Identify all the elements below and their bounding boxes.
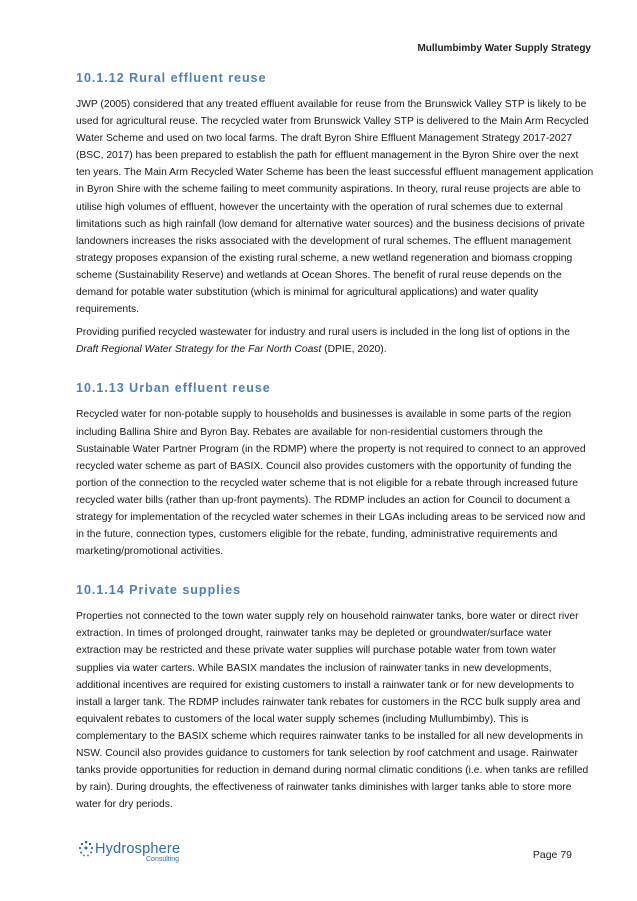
running-header: Mullumbimby Water Supply Strategy [417,43,591,54]
page-number: Page 79 [532,849,572,861]
logo-wordmark: Hydrosphere [95,841,181,857]
section-heading: 10.1.13 Urban effluent reuse [76,381,271,396]
section-private-supplies [76,578,594,813]
hydrosphere-logo [78,839,198,869]
body-paragraph: Providing purified recycled wastewater for industry and rural users is included in the long list of options in the Draft Regional Water Strategy for the Far North Coast (DPIE, 2020). [76,327,570,356]
section-heading: 10.1.12 Rural effluent reuse [76,71,267,85]
logo-subtext: Consulting [146,856,180,863]
body-paragraph: Properties not connected to the town water supply rely on household rainwater tanks, bore water or direct river extraction. In times of prolonged drought, rainwater tanks may be depleted or groundwater/surface water extraction may be restricted and these private water supplies will purchase potable water from town water supplies via water carters. While BASIX mandates the inclusion of rainwater tanks in new developments, additional incentives are required for existing customers to install a rainwater tank or for new developments to install a larger tank. The RDMP includes rainwater tank rebates for customers in the RCC bulk supply area and equivalent rebates to customers of the local water supply schemes (including Mullumbimby). This is complementary to the BASIX scheme which requires rainwater tanks to be installed for all new developments in NSW. Council also provides guidance to customers for tank selection by roof catchment and usage. Rainwater tanks provide opportunities for reduction in demand during normal climatic conditions (i.e. when tanks are refilled by rain). During droughts, the effectiveness of rainwater tanks diminishes with larger tanks able to store more water for dry periods. [76,611,589,811]
page-footer [78,839,572,869]
document-body [76,66,594,831]
body-paragraph: Recycled water for non-potable supply to households and businesses is available in some parts of the region including Ballina Shire and Byron Bay. Rebates are available for non-residential customers through the Sustainable Water Partner Program (in the RDMP) where the property is not required to connect to an approved recycled water scheme as part of BASIX. Council also provides customers with the opportunity of funding the portion of the connection to the recycled water scheme that is not eligible for a rebate through increased future recycled water bills (rather than up-front payments). The RDMP includes an action for Council to document a strategy for implementation of the recycled water schemes in their LGAs including areas to be serviced now and in the future, connection types, customers eligible for the rebate, funding, administrative requirements and marketing/promotional activities. [76,409,586,558]
section-rural-effluent-reuse [76,66,594,358]
body-paragraph: JWP (2005) considered that any treated effluent available for reuse from the Brunswick Valley STP is likely to be used for agricultural reuse. The recycled water from Brunswick Valley STP is delivered to the Main Arm Recycled Water Scheme and used on two local farms. The draft Byron Shire Effluent Management Strategy 2017-2027 (BSC, 2017) has been prepared to establish the path for effluent management in the Byron Shire over the next ten years. The Main Arm Recycled Water Scheme has been the least successful effluent management application in Byron Shire with the scheme failing to meet community aspirations. In theory, rural reuse projects are able to utilise high volumes of effluent, however the uncertainty with the operation of rural schemes due to external limitations such as high rainfall (low demand for alternative water sources) and the business decisions of private landowners increases the risks associated with the development of rural schemes. The effluent management strategy proposes expansion of the existing rural scheme, a new wetland regeneration and biomass cropping scheme (Sustainability Reserve) and wetlands at Ocean Shores. The benefit of rural reuse depends on the demand for potable water substitution (which is minimal for agricultural applications) and water quality requirements. [76,99,594,316]
water-droplets-icon [78,840,94,860]
section-heading: 10.1.14 Private supplies [76,583,242,598]
section-urban-effluent-reuse [76,376,594,560]
strategy-title-italic: Draft Regional Water Strategy for the Far North Coast [76,344,322,356]
